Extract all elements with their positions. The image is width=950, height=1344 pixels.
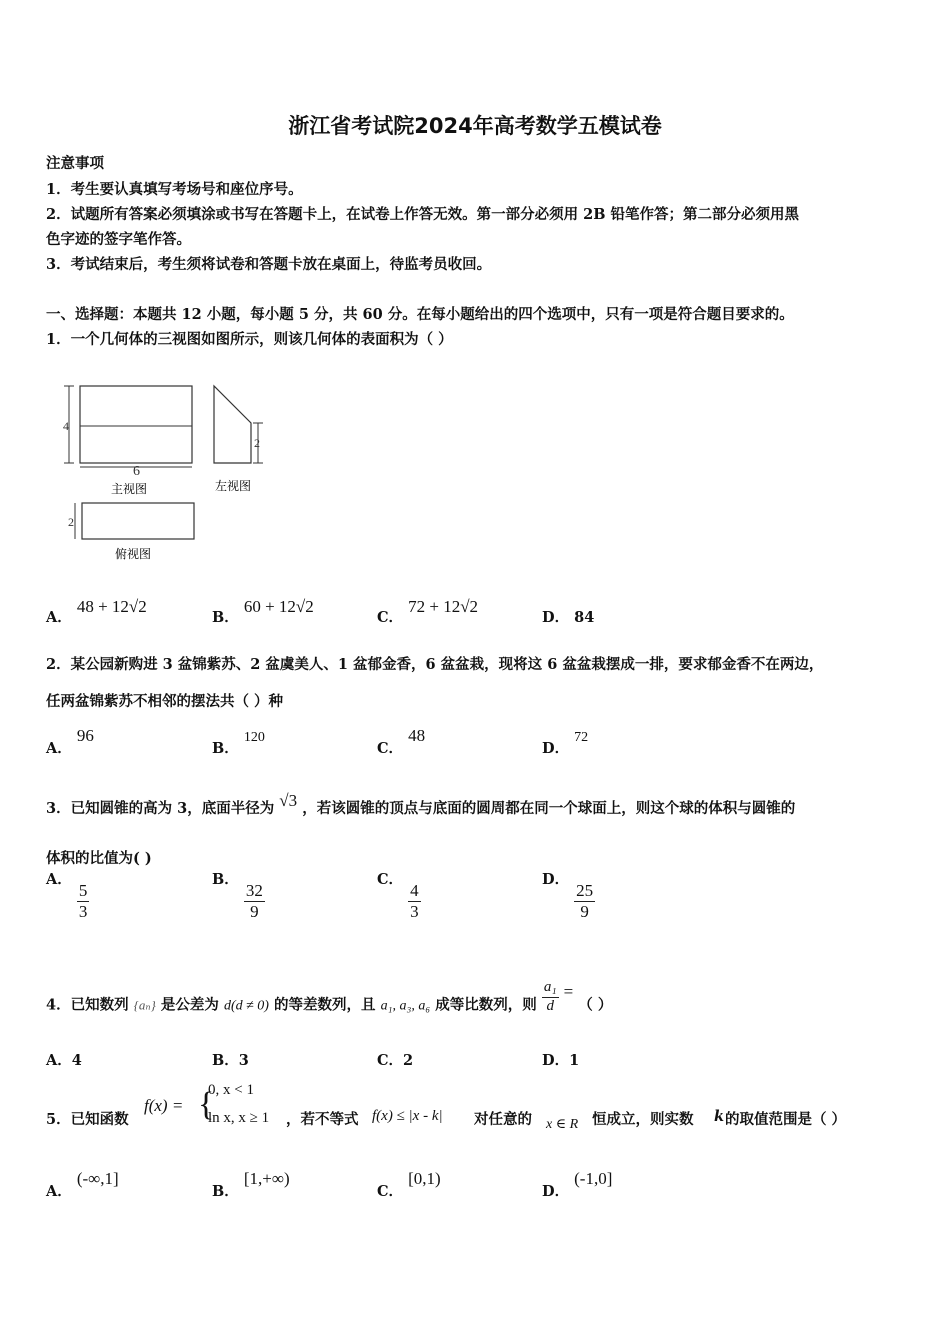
notice-heading: 注意事项 bbox=[46, 155, 104, 172]
notice-item: 1．考生要认真填写考场号和座位序号。 bbox=[46, 181, 303, 198]
q4-d: d(d ≠ 0) bbox=[223, 998, 269, 1014]
option-value: 3 bbox=[238, 1052, 249, 1069]
dim-top-label: 2 bbox=[68, 515, 74, 529]
option-value: 120 bbox=[243, 730, 265, 745]
q4-option-c[interactable] bbox=[377, 1049, 413, 1070]
section-heading: 一、选择题：本题共 12 小题，每小题 5 分，共 60 分。在每小题给出的四个选项中，只有一项是符合题目要求的。 bbox=[46, 306, 794, 323]
q5-text: 5．已知函数 bbox=[46, 1111, 129, 1128]
q1-option-d[interactable] bbox=[542, 606, 594, 627]
option-letter: B． bbox=[212, 1183, 239, 1200]
option-value: 1 bbox=[569, 1052, 580, 1069]
question-4-text bbox=[46, 979, 613, 1023]
q3-radius: √3 bbox=[279, 791, 298, 810]
q1-option-b[interactable] bbox=[212, 597, 314, 627]
q4-text: 是公差为 bbox=[160, 996, 219, 1014]
dim-height-label: 4 bbox=[63, 419, 69, 433]
option-value: 4 bbox=[71, 1052, 82, 1069]
q1-option-c[interactable] bbox=[377, 597, 479, 627]
q4-text: 的等差数列，且 bbox=[274, 996, 376, 1014]
three-view-figure bbox=[55, 380, 285, 570]
option-fraction: $\frac{5}{3}$ bbox=[78, 881, 88, 921]
q4-terms: a₁, a₃, a₆ bbox=[380, 998, 431, 1014]
front-view-label: 主视图 bbox=[111, 482, 148, 496]
q5-text: ，若不等式 bbox=[286, 1111, 359, 1128]
q4-eq: = bbox=[563, 982, 574, 1002]
option-value: [1,+∞) bbox=[243, 1169, 290, 1188]
q2-option-c[interactable] bbox=[377, 726, 426, 758]
option-value: (-1,0] bbox=[574, 1169, 613, 1188]
option-letter: C． bbox=[377, 609, 404, 626]
q3-text-b: ，若该圆锥的顶点与底面的圆周都在同一个球面上，则这个球的体积与圆锥的 bbox=[302, 800, 796, 817]
option-value: 60 + 12√2 bbox=[243, 597, 314, 616]
q5-function: f(x) = bbox=[144, 1096, 184, 1115]
page-title: 浙江省考试院2024年高考数学五模试卷 bbox=[288, 114, 662, 138]
option-letter: C． bbox=[377, 871, 404, 888]
q3-option-a[interactable] bbox=[46, 871, 89, 921]
q5-option-a[interactable] bbox=[46, 1169, 119, 1201]
option-letter: D． bbox=[542, 1183, 570, 1200]
top-view-label: 俯视图 bbox=[115, 547, 152, 561]
q4-sequence: {aₙ} bbox=[133, 997, 156, 1013]
q3-text-a: 3．已知圆锥的高为 3，底面半径为 bbox=[46, 800, 275, 817]
question-3-line2: 体积的比值为( ) bbox=[46, 850, 152, 867]
q1-option-a[interactable] bbox=[46, 597, 147, 627]
q4-text: （ ） bbox=[578, 996, 613, 1014]
option-value: 72 + 12√2 bbox=[408, 597, 479, 616]
q2-option-d[interactable] bbox=[542, 730, 589, 758]
q5-text: 对任意的 bbox=[474, 1111, 532, 1128]
option-letter: A． bbox=[46, 1052, 72, 1069]
notice-item: 色字迹的签字笔作答。 bbox=[46, 231, 191, 248]
option-letter: D． bbox=[542, 1052, 570, 1069]
q4-text: 4．已知数列 bbox=[46, 996, 129, 1014]
q5-option-d[interactable] bbox=[542, 1169, 613, 1201]
option-letter: B． bbox=[212, 871, 239, 888]
q5-case-2: ln x, x ≥ 1 bbox=[208, 1110, 270, 1126]
notice-item: 3．考试结束后，考生须将试卷和答题卡放在桌面上，待监考员收回。 bbox=[46, 256, 492, 273]
option-letter: B． bbox=[212, 1052, 239, 1069]
q2-option-b[interactable] bbox=[212, 730, 265, 758]
q4-option-a[interactable] bbox=[46, 1049, 82, 1070]
question-3-line1 bbox=[46, 791, 796, 818]
q5-inequality: f(x) ≤ |x - k| bbox=[372, 1108, 443, 1124]
option-letter: A． bbox=[46, 871, 72, 888]
notice-item: 2．试题所有答案必须填涂或书写在答题卡上，在试卷上作答无效。第一部分必须用 2B 铅笔作答；第二部分必须用黑 bbox=[46, 206, 800, 223]
dim-width-label: 6 bbox=[133, 464, 140, 479]
option-fraction: $\frac{25}{9}$ bbox=[576, 881, 594, 921]
option-value: 2 bbox=[403, 1052, 414, 1069]
question-2-line2: 任两盆锦紫苏不相邻的摆法共（ ）种 bbox=[46, 693, 284, 710]
q5-text: 恒成立，则实数 bbox=[592, 1111, 694, 1128]
option-value: 48 bbox=[408, 726, 426, 745]
q3-option-b[interactable] bbox=[212, 871, 265, 921]
option-value: 72 bbox=[574, 730, 589, 745]
q3-option-c[interactable] bbox=[377, 871, 421, 921]
option-value: 48 + 12√2 bbox=[76, 597, 147, 616]
option-value: (-∞,1] bbox=[76, 1169, 119, 1188]
top-view bbox=[82, 503, 194, 539]
option-fraction: $\frac{4}{3}$ bbox=[410, 881, 419, 921]
option-value: [0,1) bbox=[408, 1169, 441, 1188]
question-2-line1: 2．某公园新购进 3 盆锦紫苏、2 盆虞美人、1 盆郁金香，6 盆盆栽，现将这 6 盆盆栽摆成一排，要求郁金香不在两边， bbox=[46, 656, 824, 673]
question-5 bbox=[46, 1080, 926, 1140]
side-view bbox=[214, 386, 251, 463]
option-letter: D． bbox=[542, 740, 570, 757]
q4-fraction: $\frac{\text{a₁}}{d}$ bbox=[543, 979, 557, 1014]
q5-option-c[interactable] bbox=[377, 1169, 441, 1201]
option-letter: C． bbox=[377, 740, 404, 757]
option-letter: C． bbox=[377, 1183, 404, 1200]
option-value: 84 bbox=[574, 609, 595, 626]
side-view-label: 左视图 bbox=[215, 479, 252, 493]
option-letter: B． bbox=[212, 740, 239, 757]
option-letter: A． bbox=[46, 740, 72, 757]
option-letter: A． bbox=[46, 609, 72, 626]
dim-side-label: 2 bbox=[254, 436, 260, 450]
q5-text: 的取值范围是（ ） bbox=[725, 1111, 847, 1128]
option-letter: A． bbox=[46, 1183, 72, 1200]
q3-option-d[interactable] bbox=[542, 871, 595, 921]
front-view bbox=[80, 386, 192, 463]
q5-case-1: 0, x < 1 bbox=[208, 1082, 254, 1098]
q4-option-d[interactable] bbox=[542, 1049, 579, 1070]
option-letter: D． bbox=[542, 609, 570, 626]
q5-domain: x ∈ R bbox=[546, 1117, 579, 1132]
option-value: 96 bbox=[76, 726, 94, 745]
q2-option-a[interactable] bbox=[46, 726, 94, 758]
option-letter: C． bbox=[377, 1052, 404, 1069]
option-letter: D． bbox=[542, 871, 570, 888]
option-fraction: $\frac{32}{9}$ bbox=[245, 881, 263, 921]
q5-brace-icon: { bbox=[198, 1086, 215, 1123]
q4-option-b[interactable] bbox=[212, 1049, 249, 1070]
option-letter: B． bbox=[212, 609, 239, 626]
question-1-text: 1．一个几何体的三视图如图所示，则该几何体的表面积为（ ） bbox=[46, 331, 453, 348]
q5-option-b[interactable] bbox=[212, 1169, 290, 1201]
q4-text: 成等比数列，则 bbox=[435, 996, 537, 1014]
q5-k: k bbox=[714, 1108, 725, 1125]
